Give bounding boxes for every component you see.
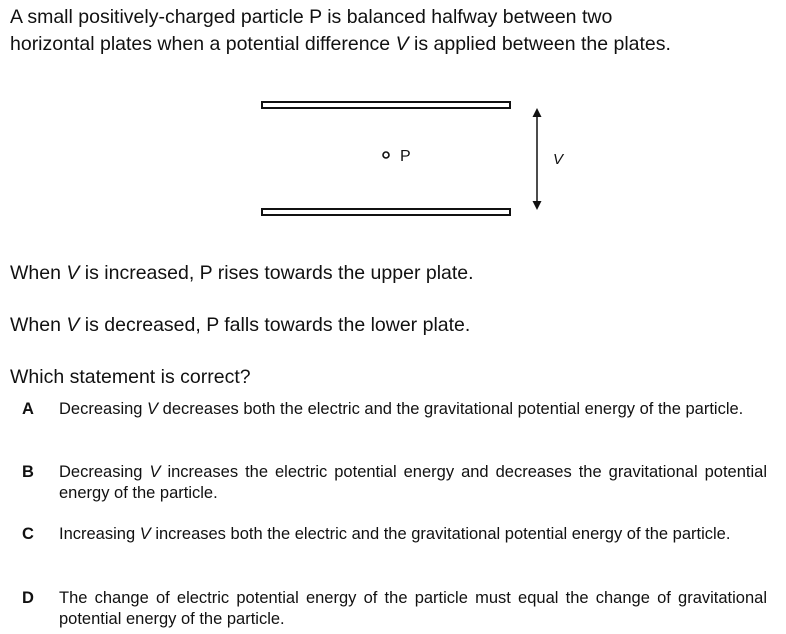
option-c-text [59, 524, 767, 545]
option-c-text-end: increases both the electric and the gravitational potential energy of the particle. [150, 525, 731, 543]
statement-decrease-variable: V [66, 314, 80, 336]
intro-line-2-end: is applied between the plates. [408, 33, 671, 55]
question-prompt-text: Which statement is correct? [10, 366, 251, 388]
option-b-text [59, 462, 767, 504]
parallel-plates-diagram [0, 0, 786, 250]
option-d-text: The change of electric potential energy of the particle must equal the change of gravitational potential energy of the particle. [59, 589, 767, 628]
voltage-label: V [553, 151, 564, 168]
lower-plate [262, 209, 510, 215]
option-a-text-end: decreases both the electric and the gravitational potential energy of the particle. [158, 400, 744, 418]
option-a-letter: A [22, 400, 34, 418]
statement-decrease [10, 313, 470, 337]
option-b-letter: B [22, 463, 34, 481]
statement-decrease-end: is decreased, P falls towards the lower plate. [79, 314, 471, 336]
option-c-variable: V [139, 525, 151, 543]
intro-line-1: A small positively-charged particle P is balanced halfway between two [10, 6, 613, 28]
question-prompt [10, 365, 251, 389]
option-b-text-end: increases the electric potential energy and decreases the gravitational potential energy of the particle. [59, 463, 767, 502]
particle-label: P [400, 148, 411, 165]
voltage-arrow-head-up [533, 108, 542, 117]
statement-increase-end: is increased, P rises towards the upper plate. [79, 262, 474, 284]
option-a-text-start: Decreasing [59, 400, 148, 418]
particle-p [383, 152, 389, 158]
statement-increase-variable: V [66, 262, 80, 284]
intro-variable-v: V [395, 33, 409, 55]
statement-increase [10, 261, 474, 285]
statement-decrease-start: When [10, 314, 67, 336]
voltage-arrow-head-down [533, 201, 542, 210]
option-d-letter: D [22, 589, 34, 607]
option-b-variable: V [149, 463, 161, 481]
upper-plate [262, 102, 510, 108]
option-b-text-start: Decreasing [59, 463, 150, 481]
option-a-variable: V [147, 400, 159, 418]
intro-line-2-start: horizontal plates when a potential difference [10, 33, 396, 55]
statement-increase-start: When [10, 262, 67, 284]
option-c-text-start: Increasing [59, 525, 140, 543]
option-c-letter: C [22, 525, 34, 543]
option-a-text [59, 399, 767, 420]
